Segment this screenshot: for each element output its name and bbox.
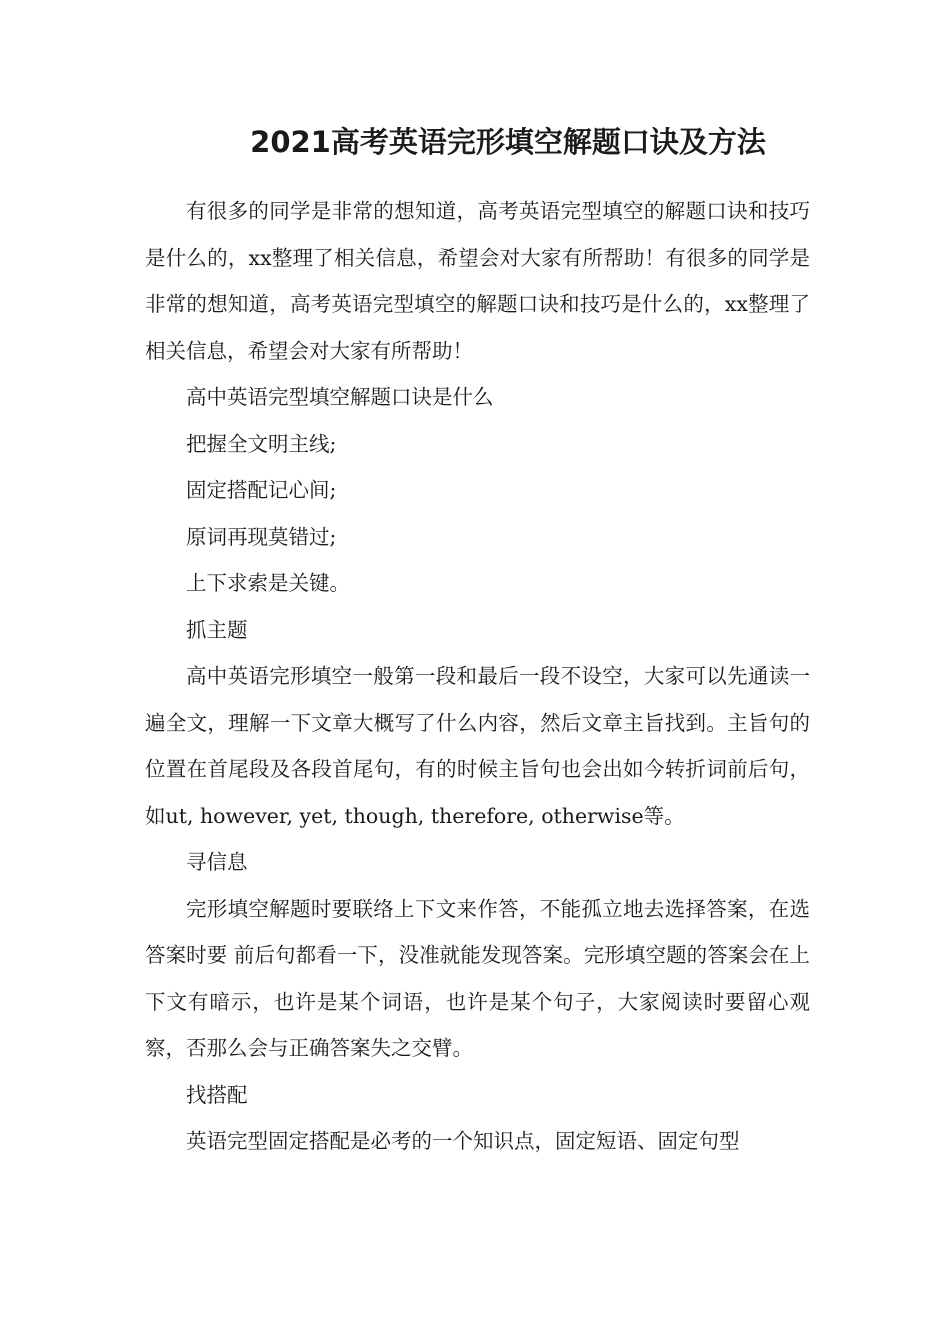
theme-paragraph: 高中英语完形填空一般第一段和最后一段不设空，大家可以先通读一遍全文，理解一下文章大概写了什么内容，然后文章主旨找到。主旨句的位置在首尾段及各段首尾句，有的时候主旨句也会出如今转折词前后句，如ut, however, yet, though, therefore, otherwise等。 — [145, 664, 810, 828]
mnemonic-line-3: 原词再现莫错过; — [186, 524, 337, 549]
collocation-paragraph: 英语完型固定搭配是必考的一个知识点，固定短语、固定句型 — [186, 1129, 740, 1153]
section-heading-mnemonic: 高中英语完型填空解题口诀是什么 — [186, 385, 494, 409]
section-heading-theme: 抓主题 — [186, 617, 248, 642]
document-body — [145, 188, 810, 1165]
intro-paragraph: 有很多的同学是非常的想知道，高考英语完型填空的解题口诀和技巧是什么的，xx整理了相关信息，希望会对大家有所帮助！有很多的同学是非常的想知道，高考英语完型填空的解题口诀和技巧是什么的，xx整理了相关信息，希望会对大家有所帮助！ — [145, 199, 810, 363]
document-title: 2021高考英语完形填空解题口诀及方法 — [250, 125, 766, 159]
mnemonic-line-4: 上下求索是关键。 — [186, 571, 350, 595]
mnemonic-line-2: 固定搭配记心间; — [186, 478, 337, 502]
section-heading-collocation: 找搭配 — [186, 1082, 248, 1107]
section-heading-info: 寻信息 — [186, 850, 248, 874]
info-paragraph: 完形填空解题时要联络上下文来作答，不能孤立地去选择答案，在选答案时要 前后句都看一下，没准就能发现答案。完形填空题的答案会在上下文有暗示，也许是某个词语，也许是某个句子，大家阅读时要留心观察，否那么会与正确答案失之交臂。 — [145, 896, 810, 1060]
mnemonic-line-1: 把握全文明主线; — [186, 431, 337, 456]
